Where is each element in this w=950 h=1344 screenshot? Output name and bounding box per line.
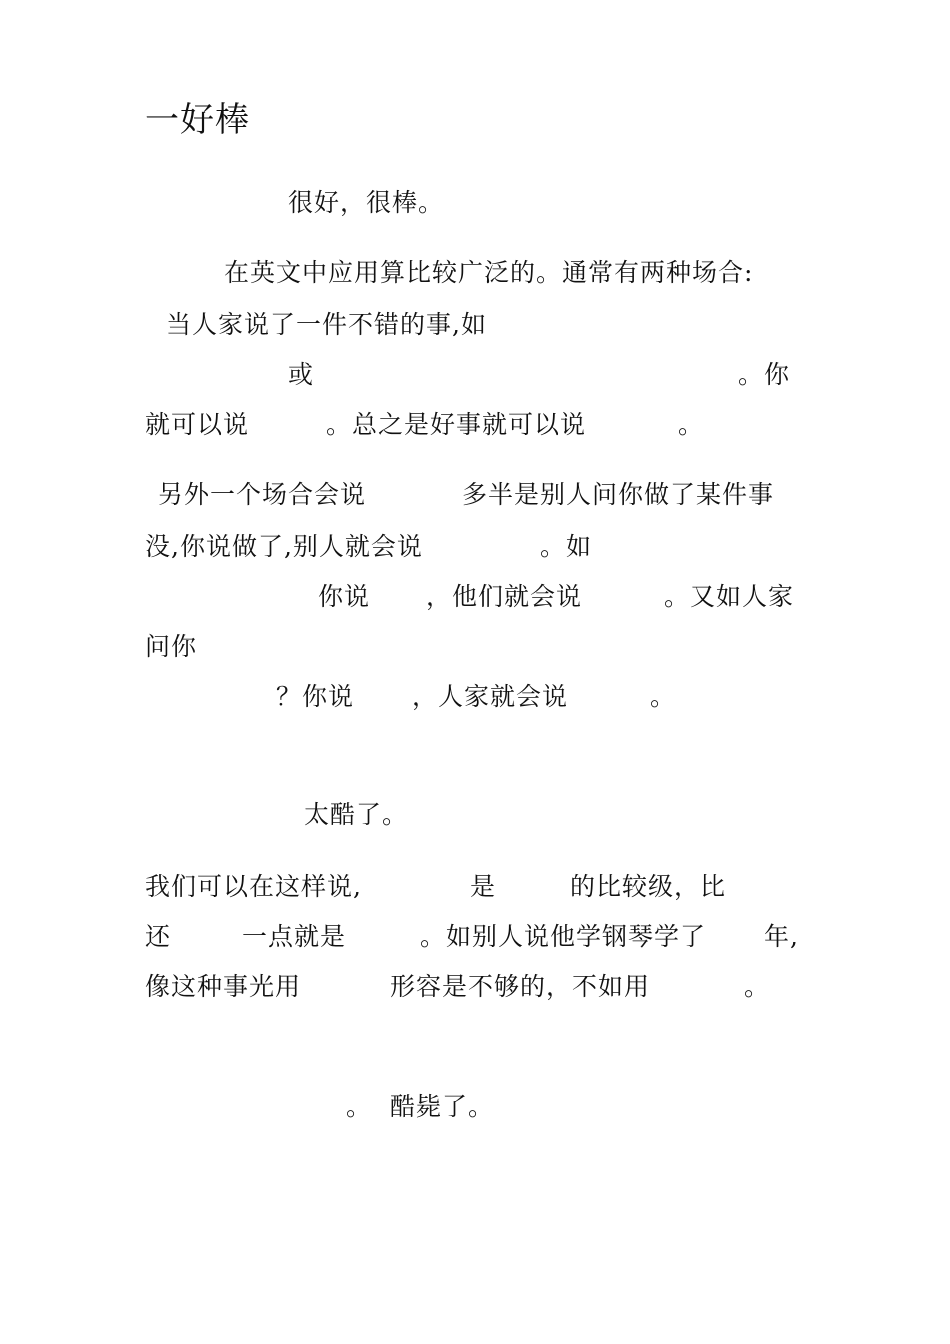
section1-line9-c: 。	[650, 682, 677, 711]
section1-line7-b: ，他们就会说	[426, 582, 583, 611]
section2-meaning: 太酷了。	[304, 800, 409, 829]
section2-line1-b: 是	[470, 872, 497, 901]
section1-line6-a: 没,你说做了,别人就会说	[145, 532, 423, 561]
section1-line5-a: 另外一个场合会说	[158, 480, 367, 509]
section2-line2-c: 。如别人说他学钢琴学了	[420, 922, 707, 951]
section1-line7-a: 你说	[318, 582, 371, 611]
section1-line4-b: 。总之是好事就可以说	[326, 410, 587, 439]
section2-line2-a: 还	[145, 922, 172, 951]
section1-line6-b: 。如	[540, 532, 593, 561]
section1-meaning: 很好，很棒。	[288, 188, 445, 217]
section2-line1-c: 的比较级，比	[570, 872, 727, 901]
section1-line9-b: ，人家就会说	[412, 682, 569, 711]
section1-line4-c: 。	[678, 410, 705, 439]
page-title: 一好棒	[145, 100, 250, 140]
section2-line2-d: 年,	[764, 922, 799, 951]
section1-line3-a: 或	[288, 360, 315, 389]
section1-line2: 当人家说了一件不错的事,如	[166, 310, 487, 339]
section1-line8: 问你	[145, 632, 198, 661]
section1-line9-a: ？你说	[276, 682, 355, 711]
section2-line3-b: 形容是不够的，不如用	[390, 972, 651, 1001]
section1-line1: 在英文中应用算比较广泛的。通常有两种场合:	[224, 258, 754, 287]
section1-line7-c: 。又如人家	[664, 582, 795, 611]
section1-line5-b: 多半是别人问你做了某件事	[462, 480, 775, 509]
section2-line1-a: 我们可以在这样说,	[145, 872, 362, 901]
section1-line4-a: 就可以说	[145, 410, 250, 439]
section2-line3-c: 。	[744, 972, 771, 1001]
section2-line3-a: 像这种事光用	[145, 972, 302, 1001]
section1-line3-b: 。你	[738, 360, 791, 389]
section3-line1-a: 。	[346, 1092, 373, 1121]
section3-line1-b: 酷毙了。	[390, 1092, 495, 1121]
section2-line2-b: 一点就是	[242, 922, 347, 951]
